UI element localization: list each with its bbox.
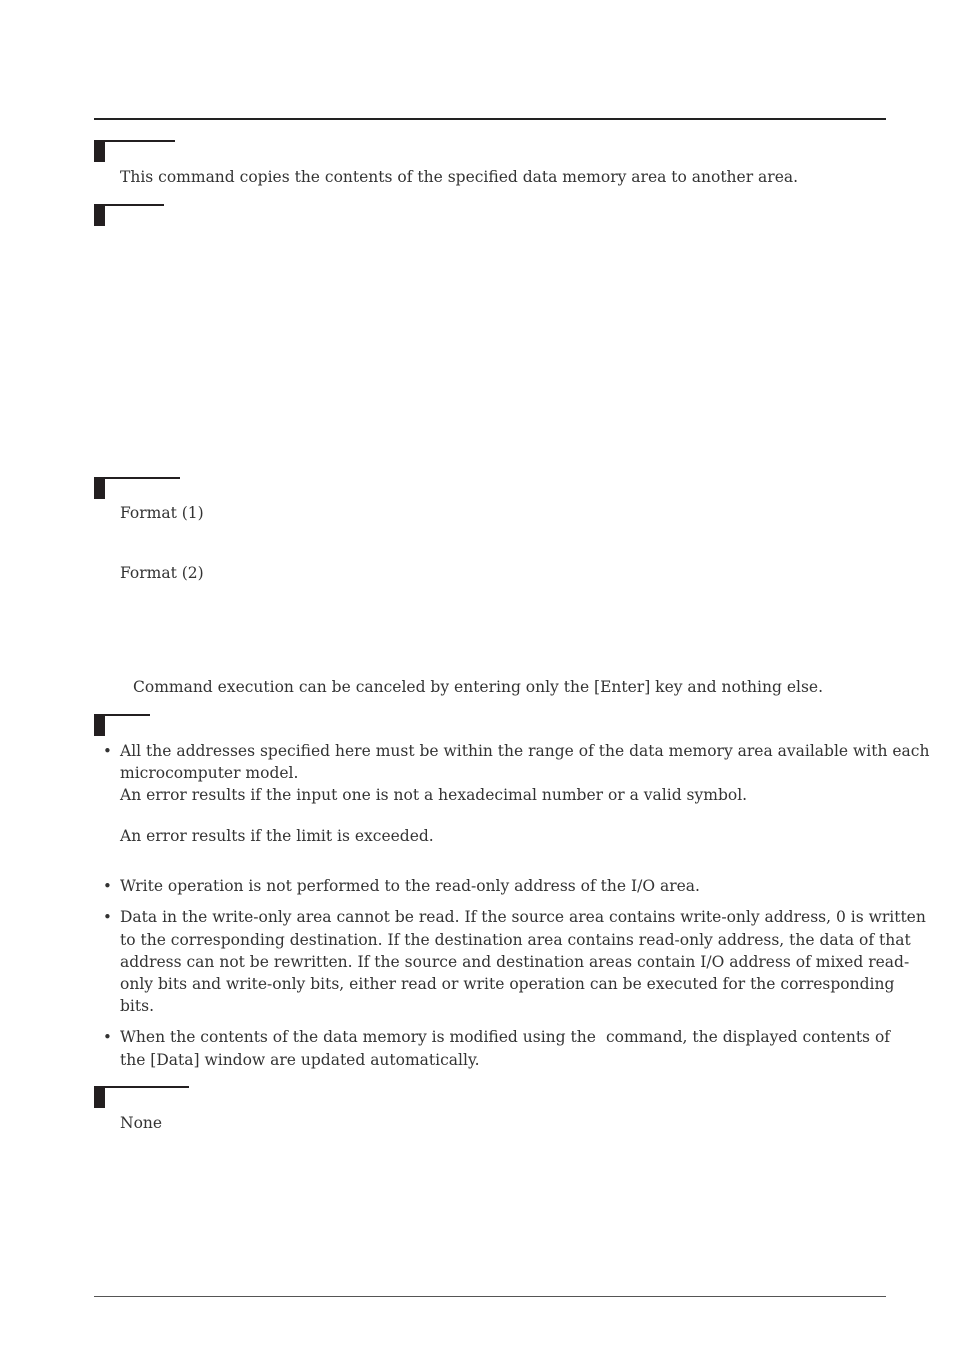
note-3-line-1: Data in the write-only area cannot be read. If the source area contains write-only address, 0 is written: [120, 908, 926, 926]
note-3-line-2: to the corresponding destination. If the destination area contains read-only address, the data of that: [120, 931, 911, 949]
gui-utility-text: None: [120, 1114, 163, 1132]
note-3-line-3: address can not be rewritten. If the source and destination areas contain I/O address of mixed read-: [120, 953, 910, 971]
bullet-4: •: [103, 1028, 112, 1046]
note-1-line-1: All the addresses specified here must be within the range of the data memory area available with each: [120, 742, 930, 760]
note-1-line-4: An error results if the limit is exceeded.: [120, 827, 434, 845]
format-2-label: Format (2): [120, 564, 204, 582]
note-1-line-2: microcomputer model.: [120, 764, 299, 782]
cancel-note: Command execution can be canceled by entering only the [Enter] key and nothing else.: [133, 678, 824, 696]
note-2: Write operation is not performed to the read-only address of the I/O area.: [120, 877, 700, 895]
note-4-part-2: command, the displayed contents of: [606, 1028, 891, 1046]
description-text: This command copies the contents of the specified data memory area to another area.: [120, 168, 799, 186]
bullet-1: •: [103, 742, 112, 760]
bullet-2: •: [103, 877, 112, 895]
note-4-part-1: When the contents of the data memory is modified using the: [120, 1028, 596, 1046]
note-1-line-3: An error results if the input one is not a hexadecimal number or a valid symbol.: [120, 786, 748, 804]
note-3-line-4: only bits and write-only bits, either read or write operation can be executed for the corresponding: [120, 975, 895, 993]
format-1-label: Format (1): [120, 504, 204, 522]
note-3-line-5: bits.: [120, 997, 154, 1015]
footer-rule: [94, 1296, 886, 1297]
note-4-line-2: the [Data] window are updated automatically.: [120, 1051, 480, 1069]
bullet-3: •: [103, 908, 112, 926]
header-rule: [94, 118, 886, 120]
